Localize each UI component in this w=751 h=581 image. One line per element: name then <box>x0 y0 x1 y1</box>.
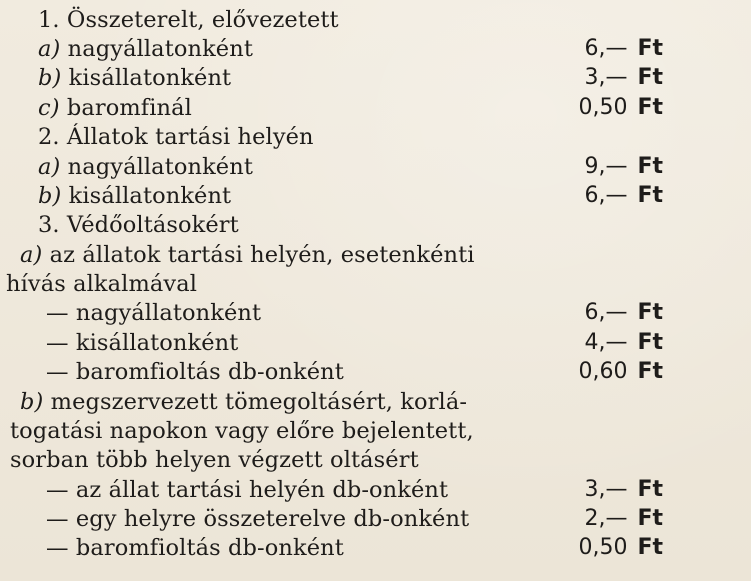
fee-currency: Ft <box>637 477 663 502</box>
fee-item-label <box>38 35 253 63</box>
item-letter: b) <box>38 183 62 209</box>
fee-amount: 0,50 <box>578 535 628 560</box>
fee-amount: 6,— <box>584 36 628 61</box>
fee-amount: 9,— <box>584 154 628 179</box>
fee-currency: Ft <box>637 183 663 208</box>
paragraph-line <box>20 241 475 269</box>
item-text: az állatok tartási helyén, esetenkénti <box>42 242 475 268</box>
fee-currency: Ft <box>637 95 663 120</box>
fee-item-label: — az állat tartási helyén db-onként <box>46 477 449 503</box>
fee-currency: Ft <box>637 535 663 560</box>
item-letter: c) <box>38 95 60 121</box>
fee-price <box>578 534 663 562</box>
fee-price <box>578 94 663 122</box>
fee-price <box>584 329 663 357</box>
fee-price <box>584 153 663 181</box>
item-text: megszervezett tömegoltásért, korlá- <box>43 389 468 415</box>
fee-amount: 6,— <box>584 183 628 208</box>
item-letter: b) <box>38 65 62 91</box>
fee-item-label <box>38 153 253 181</box>
item-text: baromfinál <box>59 95 192 121</box>
fee-currency: Ft <box>637 65 663 90</box>
item-text: kisállatonként <box>61 183 232 209</box>
fee-item-label: — baromfioltás db-onként <box>46 535 344 561</box>
fee-amount: 6,— <box>584 300 628 325</box>
item-text: nagyállatonként <box>60 36 253 62</box>
fee-item-label: — baromfioltás db-onként <box>46 359 344 385</box>
fee-price <box>584 476 663 504</box>
fee-item-label: — nagyállatonként <box>46 300 262 326</box>
fee-currency: Ft <box>637 36 663 61</box>
item-text: kisállatonként <box>61 65 232 91</box>
fee-amount: 4,— <box>584 330 628 355</box>
fee-item-label <box>38 64 231 92</box>
paragraph-line <box>20 388 467 416</box>
fee-item-label <box>38 94 192 122</box>
fee-currency: Ft <box>637 300 663 325</box>
item-text: nagyállatonként <box>60 154 253 180</box>
fee-amount: 0,50 <box>578 95 628 120</box>
section-heading-3: 3. Védőoltásokért <box>38 212 239 238</box>
item-letter: b) <box>20 389 44 415</box>
fee-currency: Ft <box>637 506 663 531</box>
paragraph-line: sorban több helyen végzett oltásért <box>10 447 419 473</box>
fee-amount: 2,— <box>584 506 628 531</box>
fee-amount: 0,60 <box>578 359 628 384</box>
fee-item-label <box>38 182 231 210</box>
item-letter: a) <box>38 154 61 180</box>
section-heading-1: 1. Összeterelt, elővezetett <box>38 7 339 33</box>
fee-price <box>584 35 663 63</box>
item-letter: a) <box>38 36 61 62</box>
fee-amount: 3,— <box>584 65 628 90</box>
fee-price <box>584 299 663 327</box>
fee-item-label: — kisállatonként <box>46 330 239 356</box>
item-letter: a) <box>20 242 43 268</box>
paragraph-line: togatási napokon vagy előre bejelentett, <box>10 418 474 444</box>
paragraph-line: hívás alkalmával <box>6 271 198 297</box>
fee-price <box>584 64 663 92</box>
fee-price <box>578 358 663 386</box>
fee-item-label: — egy helyre összeterelve db-onként <box>46 506 470 532</box>
section-heading-2: 2. Állatok tartási helyén <box>38 124 314 150</box>
fee-price <box>584 505 663 533</box>
fee-currency: Ft <box>637 359 663 384</box>
fee-currency: Ft <box>637 154 663 179</box>
fee-amount: 3,— <box>584 477 628 502</box>
fee-currency: Ft <box>637 330 663 355</box>
fee-price <box>584 182 663 210</box>
